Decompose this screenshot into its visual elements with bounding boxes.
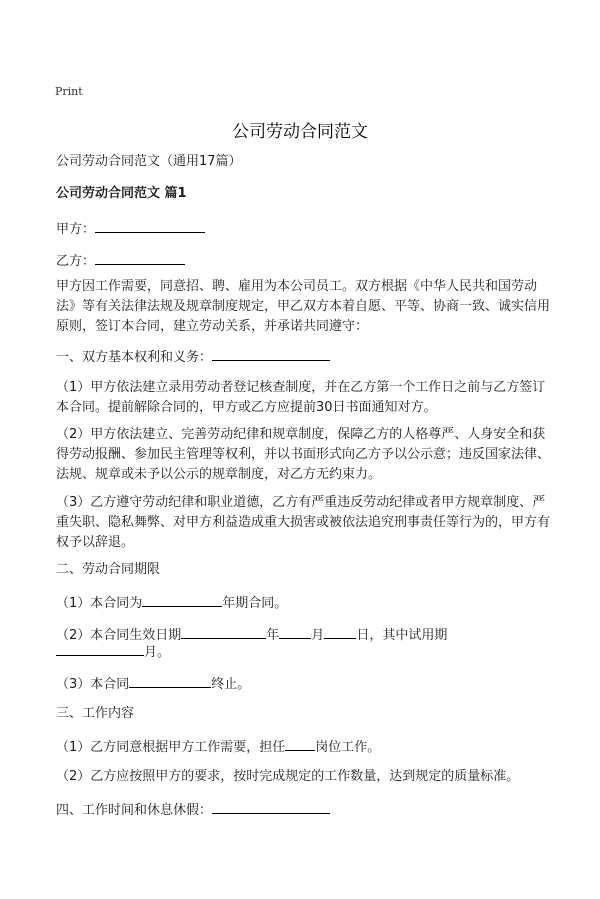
section-1-heading: 一、双方基本权利和义务： (56, 350, 213, 365)
s2-p3-text-b: 终止。 (211, 677, 251, 692)
section-2-paragraph-3 (56, 673, 556, 695)
s2-p2-text-e: 月。 (144, 645, 171, 660)
s2-p1-text-b: 年期合同。 (222, 596, 288, 611)
section-1-paragraph-1: （1）甲方依法建立录用劳动者登记核查制度，并在乙方第一个工作日之前与乙方签订本合同。提前解除合同的，甲方或乙方应提前30日书面通知对方。 (56, 380, 546, 415)
probation-months-blank (56, 641, 144, 656)
s2-p3-text-a: （3）本合同 (56, 677, 130, 692)
s3-p1-text-b: 岗位工作。 (315, 740, 381, 755)
termination-blank (129, 673, 211, 688)
s2-p1-text-a: （1）本合同为 (56, 596, 143, 611)
print-label[interactable]: Print (55, 85, 83, 98)
party-a-label: 甲方： (56, 222, 96, 237)
section-2-heading: 二、劳动合同期限 (56, 562, 161, 577)
section-heading: 公司劳动合同范文 篇1 (56, 186, 187, 201)
party-b-line (56, 250, 556, 272)
section-1-blank (212, 346, 330, 361)
page-title: 公司劳动合同范文 (232, 122, 368, 142)
section-3-heading: 三、工作内容 (56, 706, 135, 721)
s2-p2-text-b: 年 (266, 628, 280, 643)
contract-years-blank (142, 592, 222, 607)
section-2-paragraph-2-cont (56, 641, 556, 663)
document-subtitle: 公司劳动合同范文（通用17篇） (56, 154, 242, 169)
section-1-paragraph-2: （2）甲方依法建立、完善劳动纪律和规章制度，保障乙方的人格尊严、人身安全和获得劳动报酬、参加民主管理等权利，并以书面形式向乙方予以公示意；违反国家法律、法规、规章或未予以公示的规章制度，对乙方无约束力。 (56, 427, 551, 482)
section-1-paragraph-3: （3）乙方遵守劳动纪律和职业道德，乙方有严重违反劳动纪律或者甲方规章制度、严重失职、隐私舞弊、对甲方利益造成重大损害或被依法追究刑事责任等行为的，甲方有权予以辞退。 (56, 495, 551, 550)
intro-paragraph: 甲方因工作需要，同意招、聘、雇用为本公司员工。双方根据《中华人民共和国劳动法》等有关法律法规及规章制度规定，甲乙双方本着自愿、平等、协商一致、诚实信用原则，签订本合同，建立劳动关系，并承诺共同遵守： (56, 279, 551, 334)
position-blank (285, 736, 315, 751)
section-4-heading: 四、工作时间和休息休假： (56, 803, 213, 818)
s2-p2-text-c: 月 (311, 628, 325, 643)
party-a-blank (95, 218, 205, 233)
section-1-heading-line (56, 346, 556, 368)
s3-p1-text-a: （1）乙方同意根据甲方工作需要，担任 (56, 740, 286, 755)
party-a-line (56, 218, 556, 240)
s2-p2-text-a: （2）本合同生效日期 (56, 628, 182, 643)
effective-day-blank (324, 624, 356, 639)
section-4-heading-line (56, 799, 556, 821)
party-b-blank (95, 250, 185, 265)
effective-year-blank (181, 624, 266, 639)
section-2-paragraph-1 (56, 592, 556, 614)
effective-month-blank (279, 624, 311, 639)
section-3-paragraph-2: （2）乙方应按照甲方的要求，按时完成规定的工作数量，达到规定的质量标准。 (56, 769, 520, 784)
section-4-blank (212, 799, 330, 814)
s2-p2-text-d: 日，其中试用期 (356, 628, 448, 643)
party-b-label: 乙方： (56, 254, 96, 269)
section-3-paragraph-1 (56, 736, 556, 758)
